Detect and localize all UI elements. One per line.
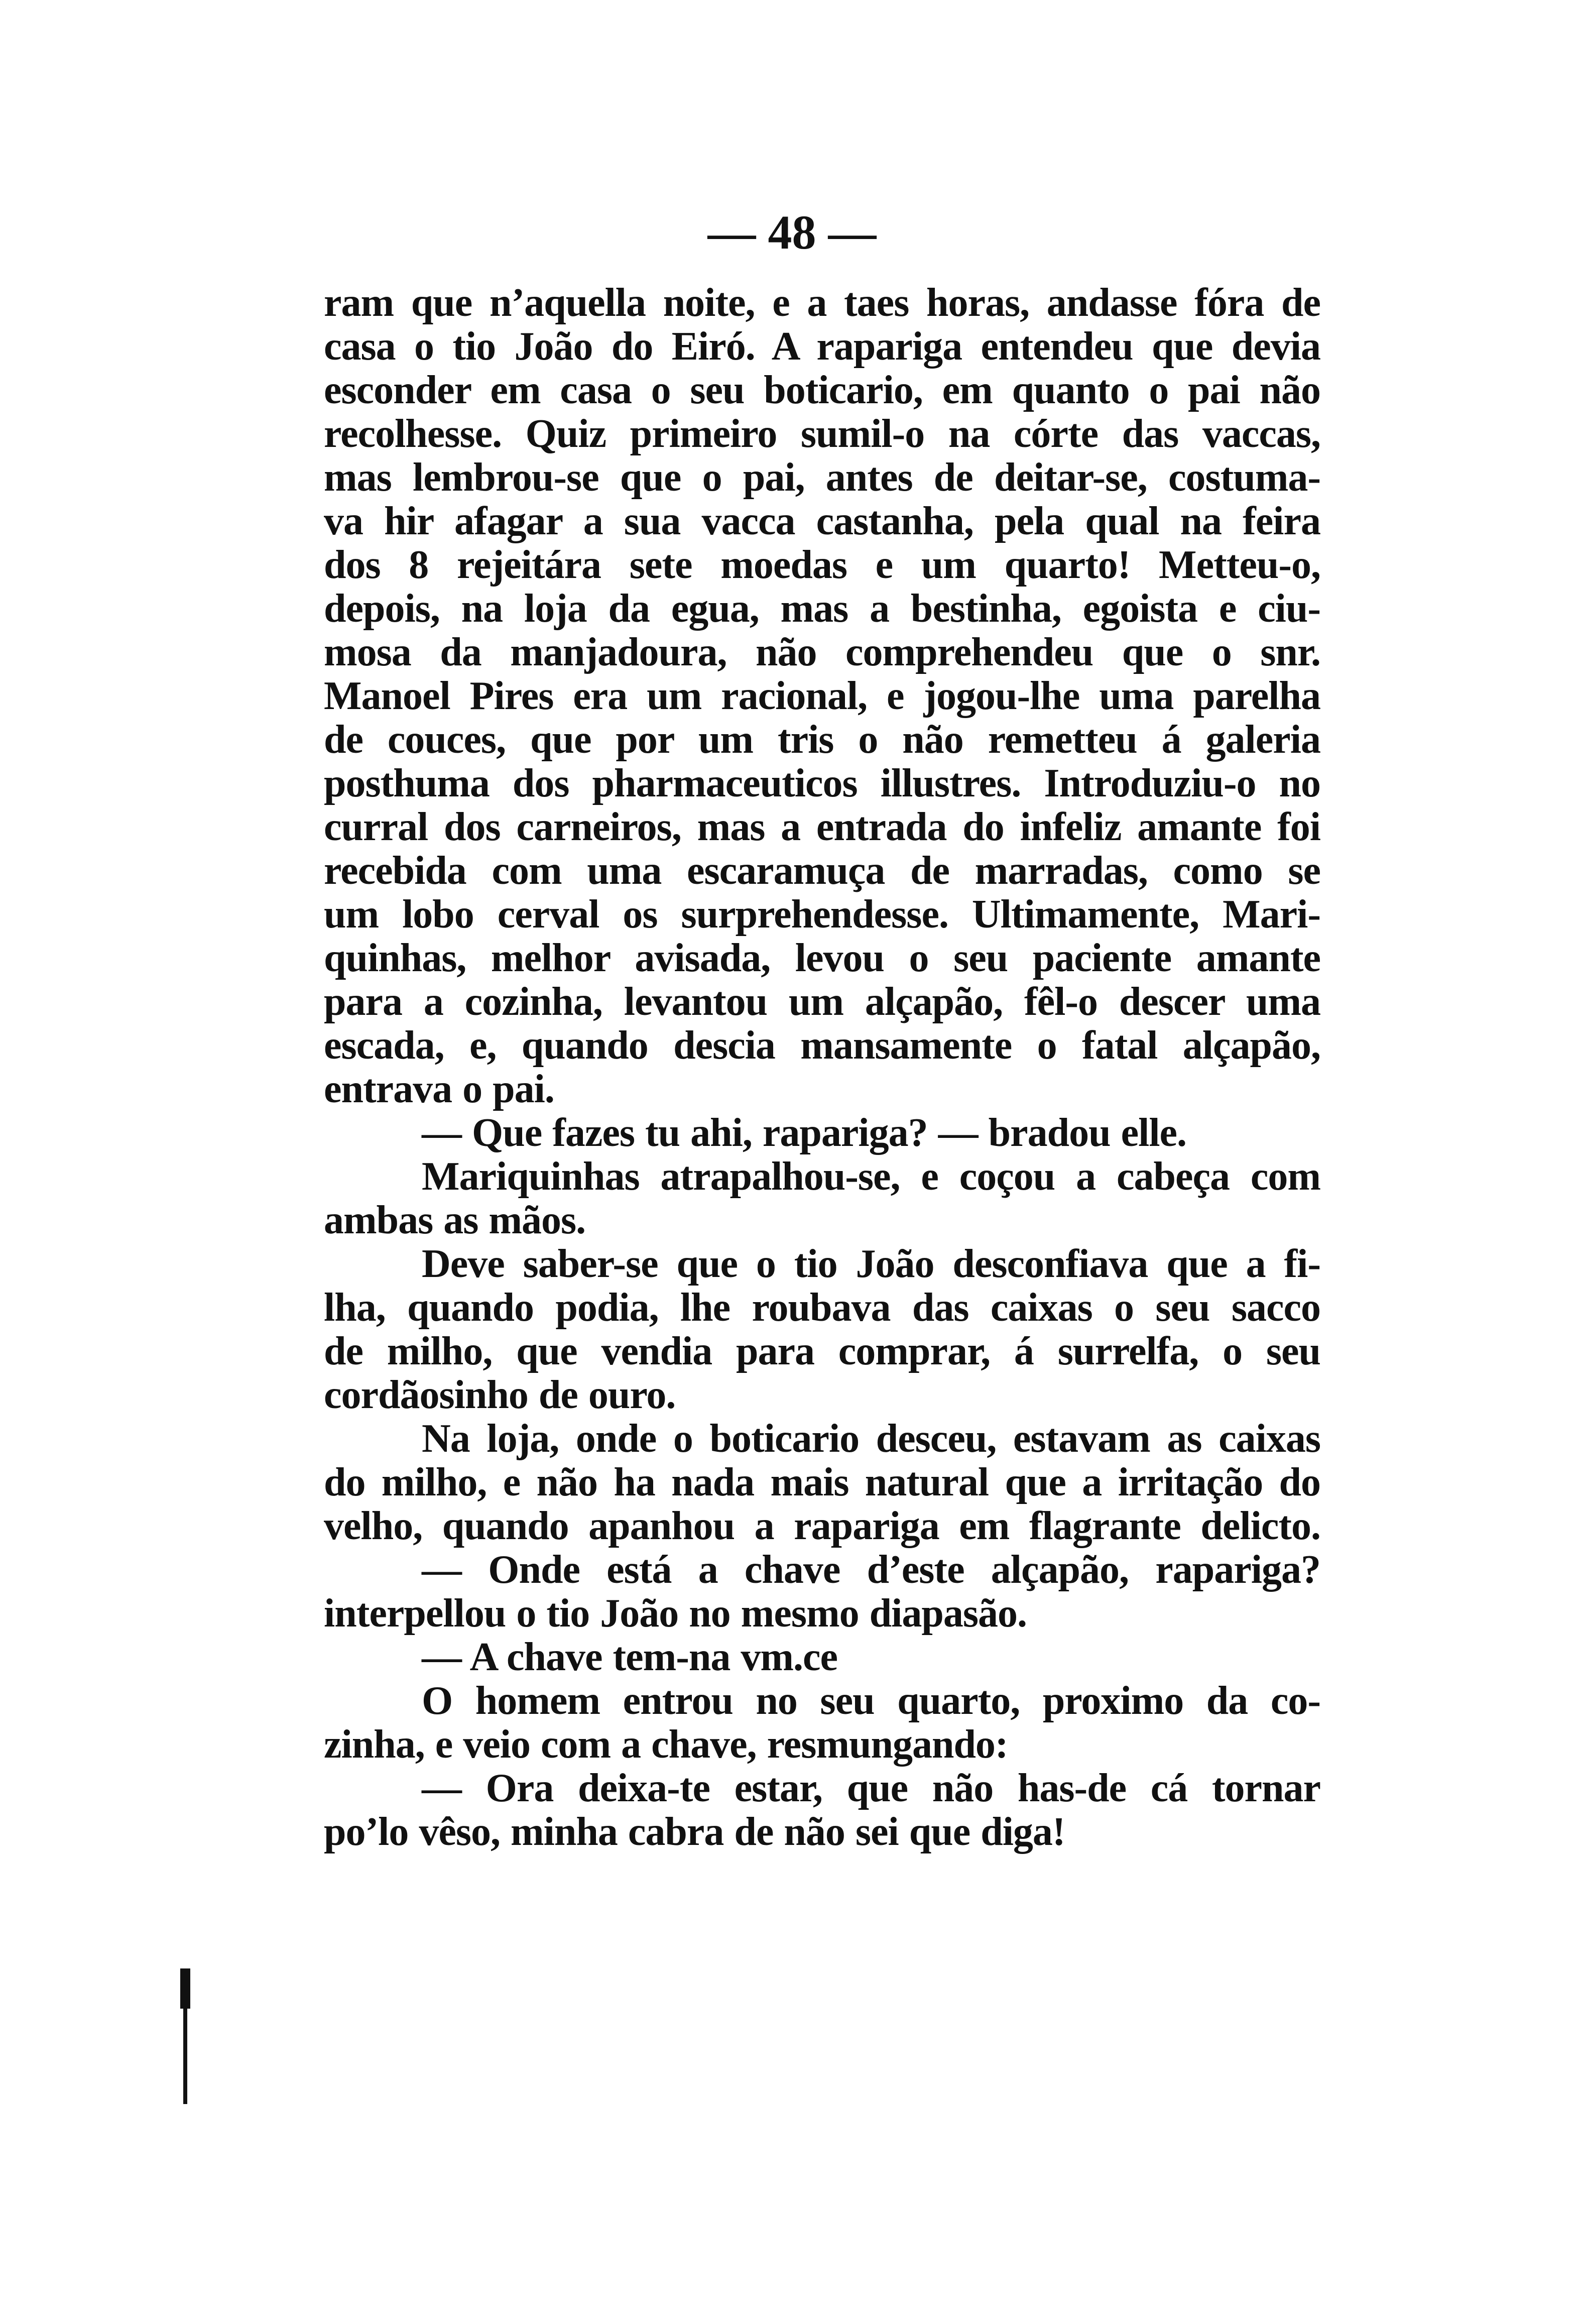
text-line: — Onde está a chave d’este alçapão, rapariga? — [422, 1548, 1320, 1592]
text-line: Manoel Pires era um racional, e jogou-lhe uma parelha — [324, 674, 1320, 718]
text-line: Mariquinhas atrapalhou-se, e coçou a cabeça com — [422, 1154, 1320, 1199]
text-line: — A chave tem-na vm.ce — [422, 1635, 838, 1679]
text-line: quinhas, melhor avisada, levou o seu paciente amante — [324, 936, 1320, 980]
text-line: mosa da manjadoura, não comprehendeu que o snr. — [324, 630, 1320, 674]
text-line: — Ora deixa-te estar, que não has-de cá tornar — [422, 1766, 1320, 1810]
text-line: cordãosinho de ouro. — [324, 1373, 676, 1417]
text-line: recolhesse. Quiz primeiro sumil-o na córte das vaccas, — [324, 412, 1320, 456]
text-line: zinha, e veio com a chave, resmungando: — [324, 1722, 1008, 1767]
text-line: posthuma dos pharmaceuticos illustres. Introduziu-o no — [324, 761, 1320, 805]
body-text — [324, 281, 1320, 1854]
text-line: recebida com uma escaramuça de marradas, como se — [324, 849, 1320, 893]
text-line: dos 8 rejeitára sete moedas e um quarto! Metteu-o, — [324, 543, 1320, 587]
text-line: um lobo cerval os surprehendesse. Ultimamente, Mari- — [324, 892, 1320, 937]
text-line: esconder em casa o seu boticario, em quanto o pai não — [324, 368, 1320, 412]
text-line: entrava o pai. — [324, 1067, 554, 1111]
text-line: Na loja, onde o boticario desceu, estavam as caixas — [422, 1417, 1320, 1461]
text-line: O homem entrou no seu quarto, proximo da co- — [422, 1679, 1320, 1723]
text-line: va hir afagar a sua vacca castanha, pela qual na feira — [324, 499, 1320, 543]
text-line: po’lo vêso, minha cabra de não sei que diga! — [324, 1810, 1065, 1854]
text-line: para a cozinha, levantou um alçapão, fêl-o descer uma — [324, 980, 1320, 1024]
text-line: Deve saber-se que o tio João desconfiava que a fi- — [422, 1242, 1320, 1286]
text-line: interpellou o tio João no mesmo diapasão. — [324, 1591, 1027, 1636]
text-line: mas lembrou-se que o pai, antes de deitar-se, costuma- — [324, 455, 1320, 500]
text-line: ram que n’aquella noite, e a taes horas, andasse fóra de — [324, 281, 1320, 325]
text-line: lha, quando podia, lhe roubava das caixas o seu sacco — [324, 1286, 1320, 1330]
page-number: — 48 — — [707, 205, 877, 259]
text-line: velho, quando apanhou a rapariga em flagrante delicto. — [324, 1504, 1320, 1548]
text-line: de couces, que por um tris o não remetteu á galeria — [324, 718, 1320, 762]
text-line: depois, na loja da egua, mas a bestinha, egoista e ciu- — [324, 587, 1320, 631]
text-line: de milho, que vendia para comprar, á surrelfa, o seu — [324, 1329, 1320, 1373]
text-line: ambas as mãos. — [324, 1198, 586, 1242]
text-line: curral dos carneiros, mas a entrada do infeliz amante foi — [324, 805, 1320, 849]
text-line: do milho, e não ha nada mais natural que a irritação do — [324, 1460, 1320, 1504]
text-line: — Que fazes tu ahi, rapariga? — bradou elle. — [422, 1111, 1187, 1155]
margin-mark — [183, 1968, 187, 2104]
text-line: casa o tio João do Eiró. A rapariga entendeu que devia — [324, 324, 1320, 369]
text-line: escada, e, quando descia mansamente o fatal alçapão, — [324, 1023, 1320, 1068]
